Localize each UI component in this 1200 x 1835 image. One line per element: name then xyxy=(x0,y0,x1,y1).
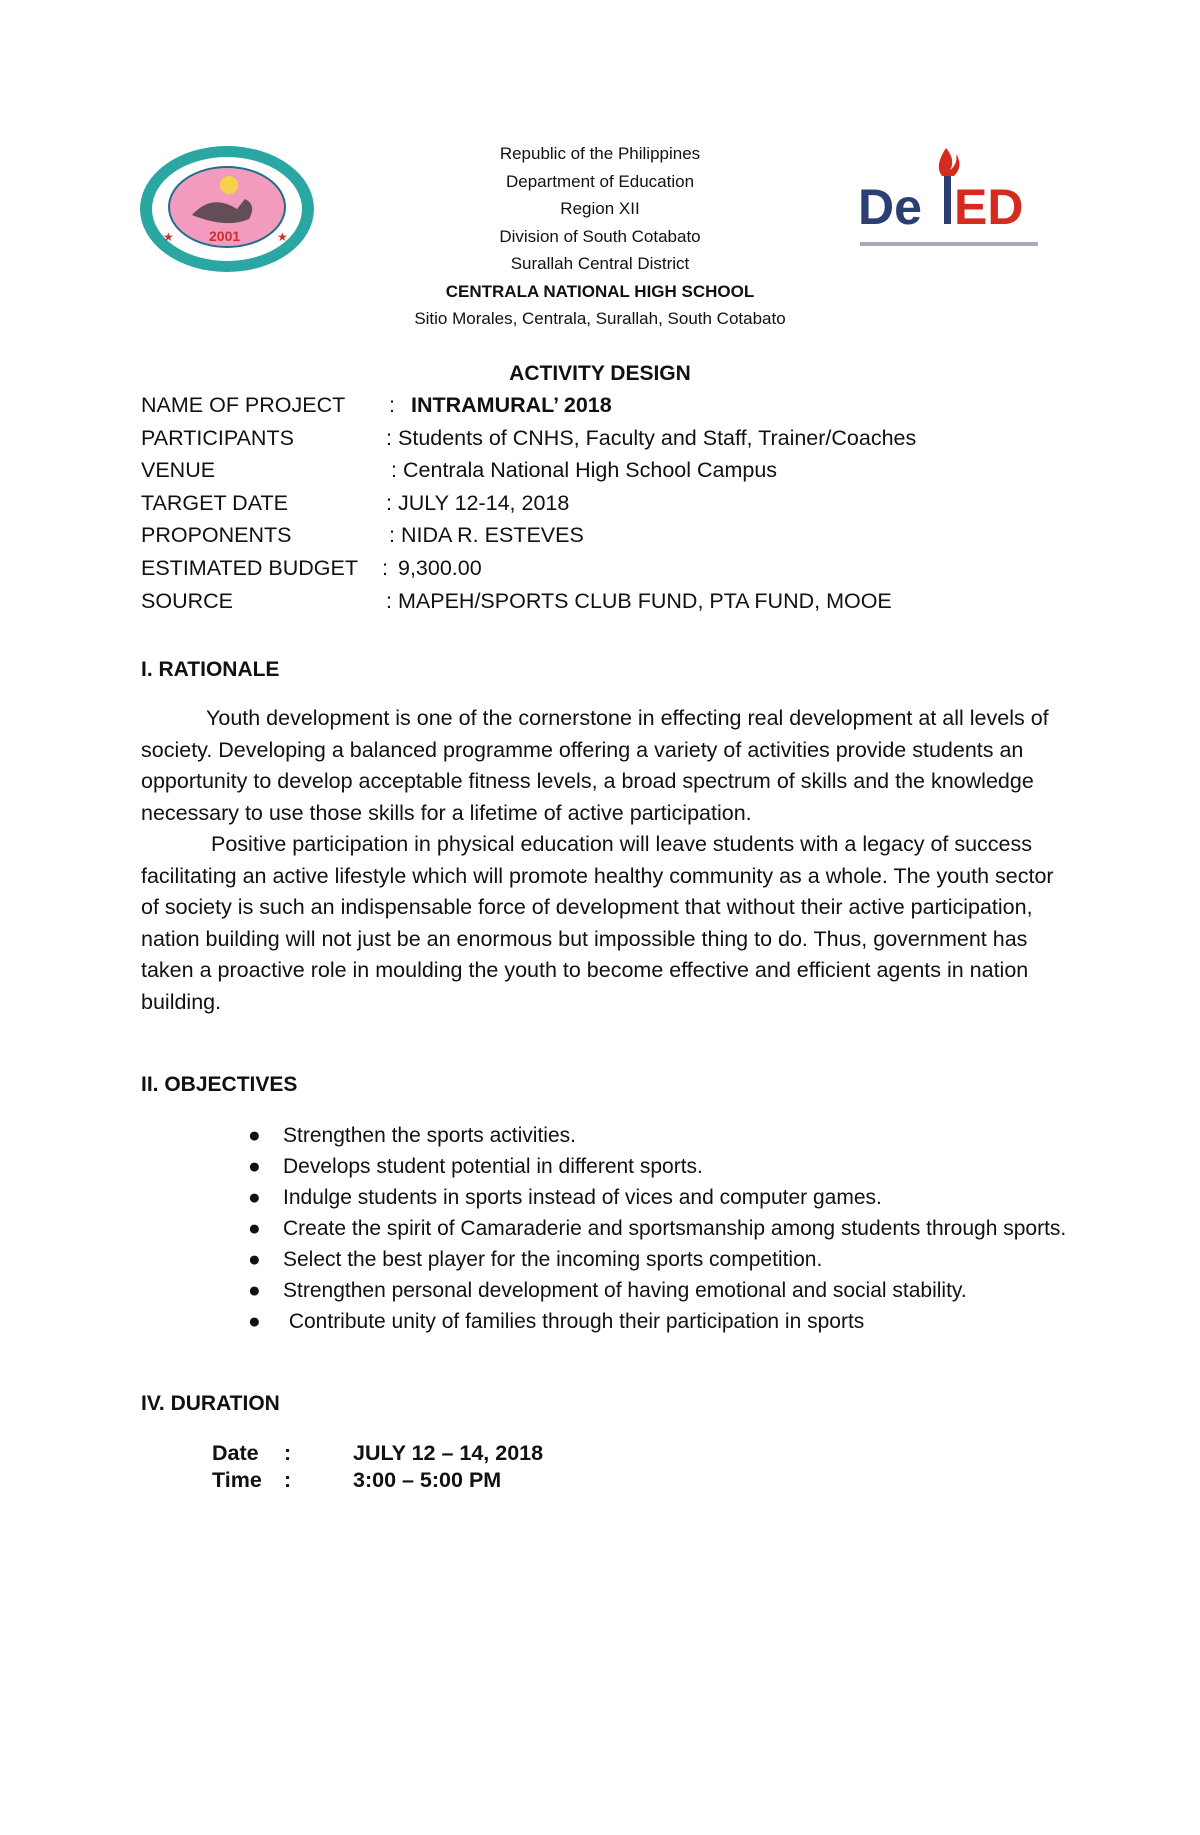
info-sep: : xyxy=(391,458,397,483)
section-heading-objectives: II. OBJECTIVES xyxy=(141,1073,298,1096)
school-name: CENTRALA NATIONAL HIGH SCHOOL xyxy=(445,281,755,301)
info-label: VENUE xyxy=(141,458,216,483)
list-item: ● Strengthen personal development of having emotional and social stability. xyxy=(248,1279,967,1302)
info-sep: : xyxy=(389,523,395,548)
info-label: NAME OF PROJECT xyxy=(141,393,346,417)
svg-text:★: ★ xyxy=(163,230,174,244)
header-line: Surallah Central District xyxy=(510,254,690,273)
objective-text: Strengthen the sports activities. xyxy=(283,1124,576,1147)
project-name: INTRAMURAL’ 2018 xyxy=(411,393,612,417)
header-line: Division of South Cotabato xyxy=(499,226,701,246)
header-line: Republic of the Philippines xyxy=(499,144,701,163)
objectives-list xyxy=(141,1120,1071,1337)
seal-year-text: 2001 xyxy=(209,228,241,244)
info-label: SOURCE xyxy=(141,588,233,613)
list-item: ● Select the best player for the incoming sports competition. xyxy=(248,1248,823,1271)
section-heading-duration: IV. DURATION xyxy=(141,1392,280,1415)
info-label: PROPONENTS xyxy=(141,523,292,548)
objective-text: Create the spirit of Camaraderie and sportsmanship among students through sports. xyxy=(283,1217,1067,1240)
svg-text:ED: ED xyxy=(954,179,1024,235)
list-item: ● Strengthen the sports activities. xyxy=(248,1124,576,1147)
deped-wordmark: De xyxy=(858,179,922,235)
objective-text: Develops student potential in different sports. xyxy=(283,1155,703,1178)
document-title: ACTIVITY DESIGN xyxy=(509,362,691,385)
info-sep: : xyxy=(382,555,388,580)
list-item: ● Contribute unity of families through their participation in sports xyxy=(248,1310,865,1333)
info-label: TARGET DATE xyxy=(141,490,288,515)
header-line: Department of Education xyxy=(505,171,695,191)
info-sep: : xyxy=(389,393,395,417)
time-sep: : xyxy=(284,1468,292,1492)
date-sep: : xyxy=(284,1441,292,1465)
objective-text: Indulge students in sports instead of vices and computer games. xyxy=(283,1186,882,1209)
list-item: ● Indulge students in sports instead of vices and computer games. xyxy=(248,1186,882,1209)
rationale-body xyxy=(141,703,1071,1018)
svg-text:★: ★ xyxy=(277,230,288,244)
info-sep: : xyxy=(386,588,392,613)
info-sep: : xyxy=(386,425,392,450)
section-heading-rationale: I. RATIONALE xyxy=(141,658,280,681)
objective-text: Select the best player for the incoming sports competition. xyxy=(283,1248,823,1271)
time-value: 3:00 – 5:00 PM xyxy=(353,1468,502,1492)
letterhead xyxy=(0,140,1200,333)
objective-text: Contribute unity of families through their participation in sports xyxy=(283,1310,865,1333)
info-value: Centrala National High School Campus xyxy=(403,458,778,483)
info-value: MAPEH/SPORTS CLUB FUND, PTA FUND, MOOE xyxy=(398,588,892,613)
date-label: Date xyxy=(212,1441,259,1465)
info-value: JULY 12-14, 2018 xyxy=(398,490,570,515)
objective-text: Strengthen personal development of having emotional and social stability. xyxy=(283,1279,967,1302)
rationale-paragraph: Youth development is one of the cornerstone in effecting real development at all levels of society. Developing a balanced programme offering a variety of activities provide students an opportunity to develop acceptable fitness levels, a broad spectrum of skills and the knowledge necessary to use those skills for a lifetime of active participation. xyxy=(141,706,1049,825)
list-item: ● Develops student potential in different sports. xyxy=(248,1155,703,1178)
info-sep: : xyxy=(386,490,392,515)
rationale-paragraph: Positive participation in physical education will leave students with a legacy of success facilitating an active lifestyle which will promote healthy community as a whole. The youth sector of society is such an indispensable force of development that without their active participation, nation building will not just be an enormous but impossible thing to do. Thus, government has taken a proactive role in moulding the youth to become effective and efficient agents in nation building. xyxy=(141,832,1054,1014)
info-label: PARTICIPANTS xyxy=(141,425,294,450)
header-line: Region XII xyxy=(560,199,640,218)
list-item: ● Create the spirit of Camaraderie and sportsmanship among students through sports. xyxy=(248,1217,1067,1240)
school-address: Sitio Morales, Centrala, Surallah, South Cotabato xyxy=(414,309,786,328)
info-value: 9,300.00 xyxy=(398,555,482,580)
date-value: JULY 12 – 14, 2018 xyxy=(353,1441,544,1465)
info-value: Students of CNHS, Faculty and Staff, Trainer/Coaches xyxy=(398,425,917,450)
info-label: ESTIMATED BUDGET xyxy=(141,555,359,580)
info-value: NIDA R. ESTEVES xyxy=(401,523,584,548)
time-label: Time xyxy=(212,1468,262,1492)
